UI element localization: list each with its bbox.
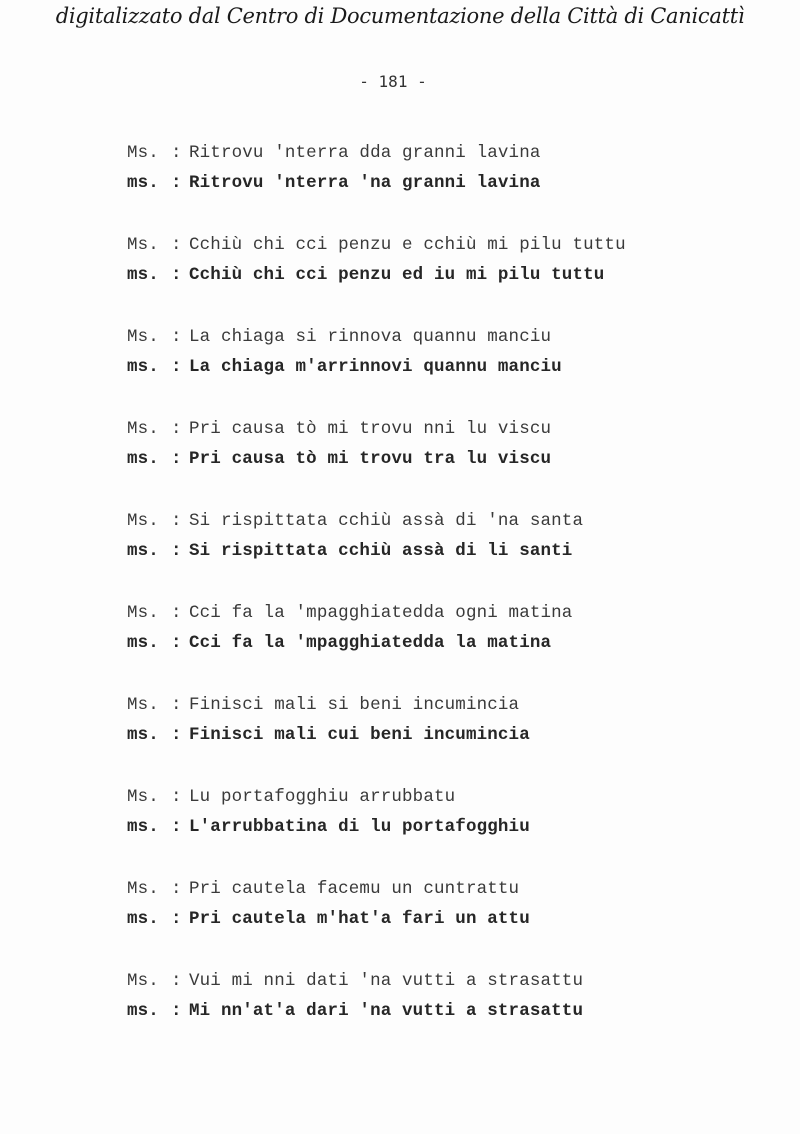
digitization-note: digitalizzato dal Centro di Documentazione della Città di Canicattì xyxy=(55,4,745,28)
line-separator: : xyxy=(171,235,182,255)
line-label: Ms. xyxy=(127,327,159,347)
line-text: Cchiù chi cci penzu e cchiù mi pilu tuttu xyxy=(189,235,626,255)
line-text: La chiaga si rinnova quannu manciu xyxy=(189,327,552,347)
line-text: Pri causa tò mi trovu tra lu viscu xyxy=(189,449,552,469)
line-label: ms. xyxy=(127,357,159,377)
line-text: Vui mi nni dati 'na vutti a strasattu xyxy=(189,971,584,991)
line-text: Pri cautela facemu un cuntrattu xyxy=(189,879,520,899)
verse-pair xyxy=(127,506,767,598)
variant-line xyxy=(127,628,767,658)
line-separator: : xyxy=(171,725,182,745)
line-text: Cchiù chi cci penzu ed iu mi pilu tuttu xyxy=(189,265,605,285)
line-text: Lu portafogghiu arrubbatu xyxy=(189,787,456,807)
line-separator: : xyxy=(171,143,182,163)
manuscript-line xyxy=(127,598,767,628)
line-label: ms. xyxy=(127,817,159,837)
line-label: Ms. xyxy=(127,879,159,899)
line-label: ms. xyxy=(127,1001,159,1021)
line-text: Cci fa la 'mpagghiatedda la matina xyxy=(189,633,552,653)
manuscript-line xyxy=(127,138,767,168)
line-label: ms. xyxy=(127,173,159,193)
verse-pair xyxy=(127,782,767,874)
page-number: - 181 - xyxy=(359,72,427,91)
line-label: Ms. xyxy=(127,971,159,991)
line-label: Ms. xyxy=(127,695,159,715)
line-label: ms. xyxy=(127,265,159,285)
line-text: Si rispittata cchiù assà di 'na santa xyxy=(189,511,584,531)
variant-line xyxy=(127,812,767,842)
line-label: Ms. xyxy=(127,603,159,623)
line-label: ms. xyxy=(127,909,159,929)
line-text: L'arrubbatina di lu portafogghiu xyxy=(189,817,530,837)
line-separator: : xyxy=(171,419,182,439)
line-label: Ms. xyxy=(127,235,159,255)
line-separator: : xyxy=(171,695,182,715)
verse-pair xyxy=(127,598,767,690)
line-separator: : xyxy=(171,879,182,899)
verse-pair xyxy=(127,874,767,966)
manuscript-line xyxy=(127,414,767,444)
line-text: Pri cautela m'hat'a fari un attu xyxy=(189,909,530,929)
verse-comparison-list xyxy=(127,138,767,1058)
variant-line xyxy=(127,352,767,382)
verse-pair xyxy=(127,690,767,782)
manuscript-line xyxy=(127,230,767,260)
line-separator: : xyxy=(171,357,182,377)
line-text: La chiaga m'arrinnovi quannu manciu xyxy=(189,357,562,377)
manuscript-line xyxy=(127,690,767,720)
variant-line xyxy=(127,444,767,474)
manuscript-line xyxy=(127,322,767,352)
variant-line xyxy=(127,996,767,1026)
line-separator: : xyxy=(171,1001,182,1021)
line-text: Si rispittata cchiù assà di li santi xyxy=(189,541,573,561)
manuscript-line xyxy=(127,874,767,904)
line-separator: : xyxy=(171,541,182,561)
line-text: Pri causa tò mi trovu nni lu viscu xyxy=(189,419,552,439)
manuscript-line xyxy=(127,966,767,996)
line-label: Ms. xyxy=(127,143,159,163)
variant-line xyxy=(127,904,767,934)
verse-pair xyxy=(127,966,767,1058)
line-text: Finisci mali cui beni incumincia xyxy=(189,725,530,745)
line-text: Cci fa la 'mpagghiatedda ogni matina xyxy=(189,603,573,623)
line-separator: : xyxy=(171,603,182,623)
verse-pair xyxy=(127,138,767,230)
line-text: Mi nn'at'a dari 'na vutti a strasattu xyxy=(189,1001,584,1021)
line-separator: : xyxy=(171,971,182,991)
line-separator: : xyxy=(171,173,182,193)
line-label: ms. xyxy=(127,449,159,469)
line-text: Ritrovu 'nterra 'na granni lavina xyxy=(189,173,541,193)
verse-pair xyxy=(127,322,767,414)
line-separator: : xyxy=(171,633,182,653)
line-separator: : xyxy=(171,327,182,347)
variant-line xyxy=(127,720,767,750)
line-separator: : xyxy=(171,511,182,531)
line-label: ms. xyxy=(127,725,159,745)
line-label: ms. xyxy=(127,633,159,653)
line-label: ms. xyxy=(127,541,159,561)
line-label: Ms. xyxy=(127,787,159,807)
verse-pair xyxy=(127,414,767,506)
line-separator: : xyxy=(171,787,182,807)
line-separator: : xyxy=(171,449,182,469)
line-separator: : xyxy=(171,909,182,929)
manuscript-line xyxy=(127,506,767,536)
variant-line xyxy=(127,260,767,290)
manuscript-line xyxy=(127,782,767,812)
line-text: Ritrovu 'nterra dda granni lavina xyxy=(189,143,541,163)
line-label: Ms. xyxy=(127,419,159,439)
line-text: Finisci mali si beni incumincia xyxy=(189,695,520,715)
line-separator: : xyxy=(171,265,182,285)
variant-line xyxy=(127,536,767,566)
verse-pair xyxy=(127,230,767,322)
line-label: Ms. xyxy=(127,511,159,531)
variant-line xyxy=(127,168,767,198)
line-separator: : xyxy=(171,817,182,837)
